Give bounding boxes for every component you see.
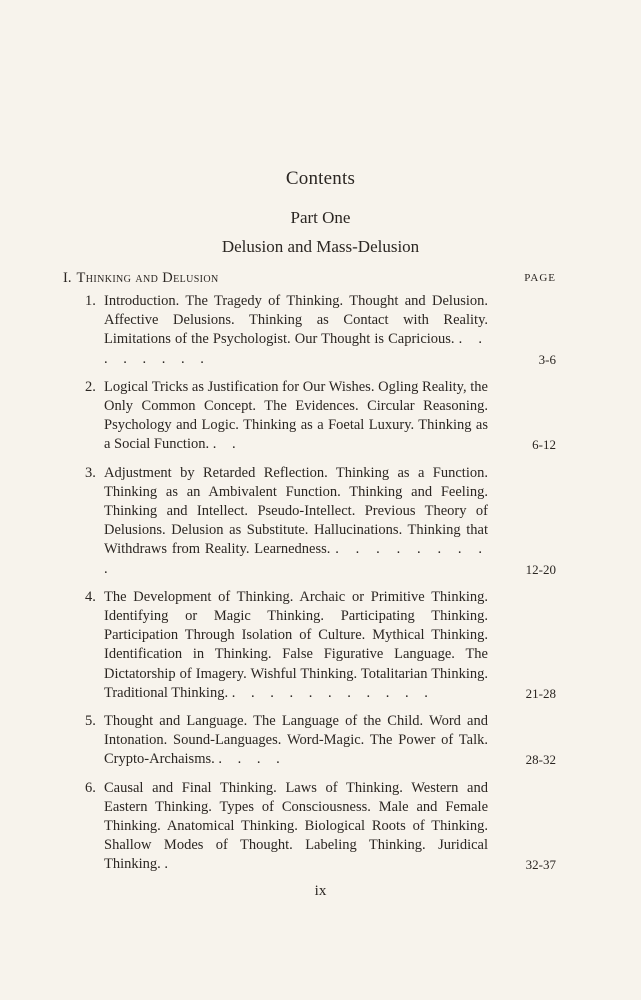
entry-number: 5.: [85, 713, 96, 730]
chapter-number: I.: [63, 270, 72, 286]
dot-leader: . . . .: [218, 751, 286, 768]
entry-text: [104, 588, 488, 703]
page-column-header: PAGE: [524, 272, 556, 284]
entry-number: 3.: [85, 464, 96, 481]
toc-entries: [85, 292, 556, 884]
entry-pages: 3-6: [538, 351, 556, 367]
part-title: Part One: [290, 208, 351, 227]
entry-text: [104, 712, 488, 770]
dot-leader: .: [164, 856, 175, 873]
entry-description: Introduction. The Tragedy of Thinking. Thought and Delusion. Affective Delusions. Thinking as Contact with Reality. Limitations of the Psychologist. Our Thought is Capricious.: [104, 293, 488, 348]
dot-leader: . . . . . . . . . . .: [231, 684, 434, 701]
entry-number: 6.: [85, 779, 96, 796]
entry-description: Logical Tricks as Justification for Our Wishes. Ogling Reality, the Only Common Concept. The Evidences. Circular Reasoning. Psychology and Logic. Thinking as a Foetal Luxury. Thinking as a Social Function.: [104, 378, 488, 453]
dot-leader: . . . . . . . .: [104, 331, 488, 367]
page-number: ix: [314, 883, 327, 899]
entry-description: Causal and Final Thinking. Laws of Thinking. Western and Eastern Thinking. Types of Consciousness. Male and Female Thinking. Anatomical Thinking. Biological Roots of Thinking. Shallow Modes of Thought. Labeling Thinking. Juridical Thinking.: [104, 779, 488, 873]
entry-number: 1.: [85, 293, 96, 309]
dot-leader: . .: [212, 436, 242, 453]
entry-pages: 6-12: [532, 437, 556, 453]
entry-pages: 32-37: [525, 857, 556, 873]
toc-entry: [85, 464, 556, 579]
entry-pages: 12-20: [525, 561, 556, 577]
chapter-title: Thinking and Delusion: [76, 270, 219, 286]
entry-number: 2.: [85, 378, 96, 395]
part-subtitle: Delusion and Mass-Delusion: [221, 237, 420, 256]
dot-leader: . . . . . . . . .: [104, 541, 488, 577]
entry-text: [104, 464, 488, 579]
entry-description: Adjustment by Retarded Reflection. Thinking as a Function. Thinking as an Ambivalent Function. Thinking and Feeling. Thinking and Intellect. Pseudo-Intellect. Previous Theory of Delusions. Delusion as Substitute. Hallucinations. Thinking that Withdraws from Reality. Learnedness.: [104, 464, 488, 558]
entry-text: [104, 378, 488, 455]
toc-entry: [85, 292, 556, 369]
toc-entry: [85, 378, 556, 455]
entry-text: [104, 292, 488, 369]
toc-entry: [85, 712, 556, 770]
toc-entry: [85, 779, 556, 875]
entry-description: Thought and Language. The Language of the Child. Word and Intonation. Sound-Languages. Word-Magic. The Power of Talk. Crypto-Archaisms.: [104, 713, 488, 768]
chapter-heading: [63, 270, 556, 287]
toc-entry: [85, 588, 556, 703]
entry-number: 4.: [85, 588, 96, 605]
entry-description: The Development of Thinking. Archaic or Primitive Thinking. Identifying or Magic Thinking. Participating Thinking. Participation Through Isolation of Culture. Mythical Thinking. Identification in Thinking. False Figurative Language. The Dictatorship of Imagery. Wishful Thinking. Totalitarian Thinking. Traditional Thinking.: [104, 588, 488, 701]
entry-pages: 28-32: [525, 752, 556, 768]
entry-pages: 21-28: [525, 685, 556, 701]
contents-title: Contents: [285, 168, 356, 189]
entry-text: [104, 779, 488, 875]
